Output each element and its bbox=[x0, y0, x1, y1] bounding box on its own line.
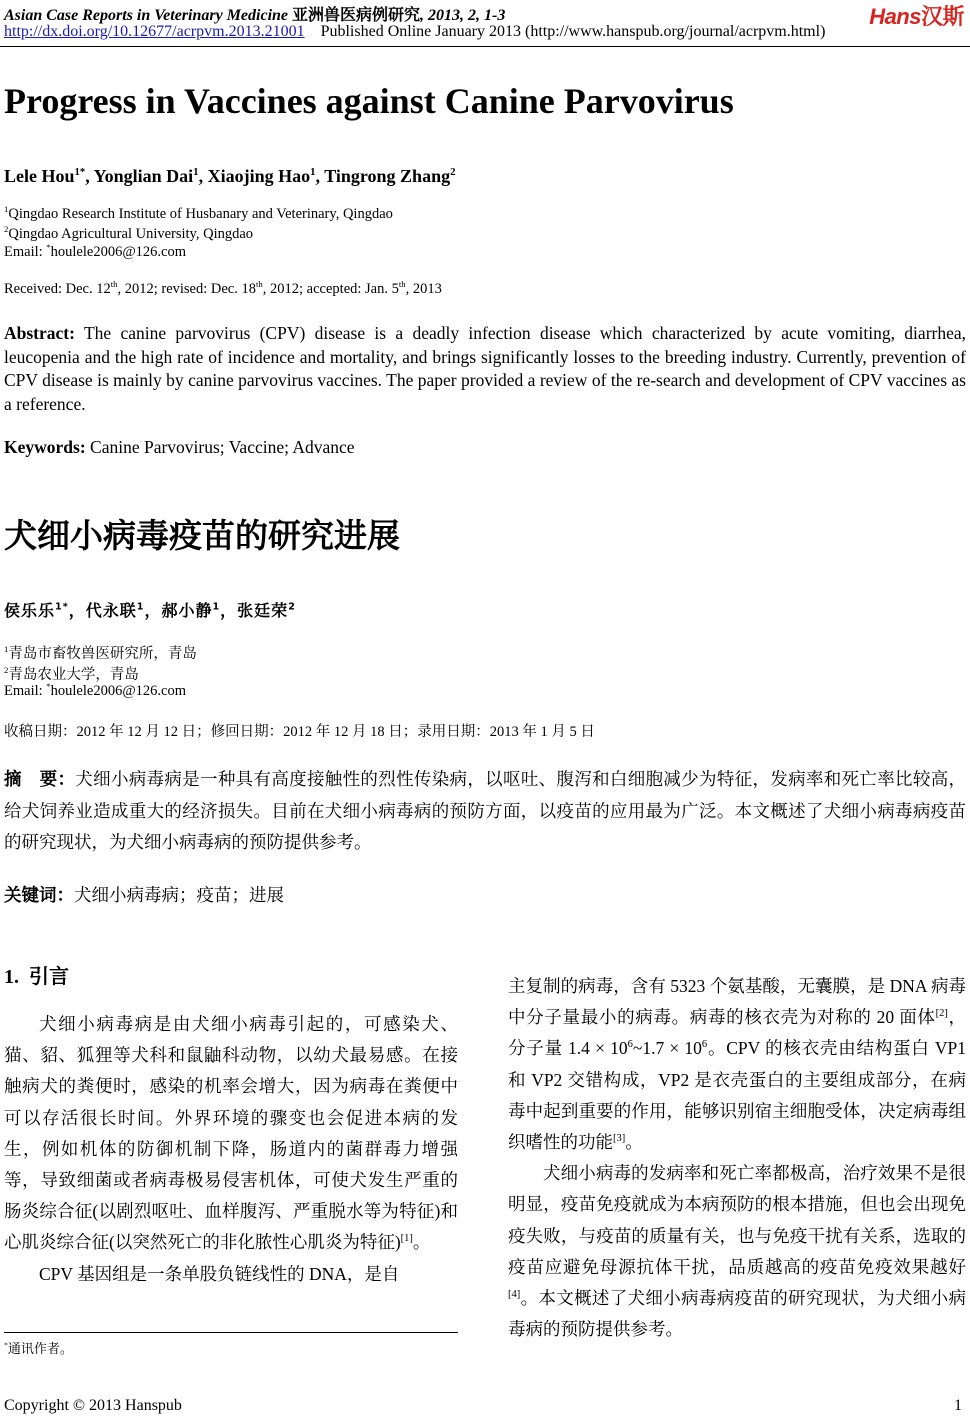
footnote-sup: * bbox=[4, 1340, 8, 1350]
revised-date: , 2012; revised: Dec. 18 bbox=[117, 281, 256, 297]
email-cn bbox=[4, 683, 186, 700]
logo-latin: Hans bbox=[869, 4, 921, 29]
hans-logo bbox=[869, 0, 964, 31]
footnote-rule bbox=[4, 1332, 458, 1333]
aff-sup: 2 bbox=[4, 665, 9, 676]
journal-header bbox=[4, 2, 505, 25]
citation-ref[interactable]: [1] bbox=[400, 1233, 413, 1245]
keywords-label: 关键词： bbox=[4, 886, 74, 906]
abstract-label: 摘 要： bbox=[4, 770, 76, 790]
keywords-en bbox=[4, 437, 355, 458]
paragraph-text: 。 bbox=[412, 1232, 431, 1253]
email-address[interactable]: houlele2006@126.com bbox=[50, 683, 187, 699]
abstract-label: Abstract: bbox=[4, 323, 75, 343]
author-name: Yonglian Dai bbox=[93, 166, 194, 186]
keywords-text: Canine Parvovirus; Vaccine; Advance bbox=[90, 437, 355, 457]
exponent: 6 bbox=[627, 1039, 633, 1051]
author-name: 代永联 bbox=[85, 601, 137, 620]
paragraph-text: ，分子量 1.4 × 10 bbox=[508, 1007, 967, 1059]
paper-title-en: Progress in Vaccines against Canine Parvovirus bbox=[4, 81, 734, 121]
aff-text: 青岛农业大学，青岛 bbox=[8, 667, 139, 683]
body-column-left bbox=[4, 1009, 458, 1290]
email-label: Email: bbox=[4, 683, 47, 699]
abstract-cn bbox=[4, 764, 966, 858]
author-name: 郝小静 bbox=[161, 601, 213, 620]
aff-sup: 1 bbox=[4, 204, 9, 215]
email-label: Email: bbox=[4, 244, 47, 260]
body-paragraph bbox=[508, 1158, 966, 1345]
author-name: 张廷荣 bbox=[237, 601, 289, 620]
paragraph-text: 。本文概述了犬细小病毒病疫苗的研究现状，为犬细小病毒病的预防提供参考。 bbox=[508, 1288, 966, 1340]
email-sup: * bbox=[46, 242, 51, 253]
author-sup: 1 bbox=[193, 166, 199, 178]
dates-cn: 收稿日期：2012 年 12 月 12 日；修回日期：2012 年 12 月 18 日；录用日期：2013 年 1 月 5 日 bbox=[4, 724, 595, 740]
doi-line bbox=[4, 23, 825, 41]
aff-text: Qingdao Agricultural University, Qingdao bbox=[8, 226, 254, 242]
author-sup: 2 bbox=[288, 601, 296, 613]
paragraph-text: 犬细小病毒的发病率和死亡率都极高，治疗效果不是很明显，疫苗免疫就成为本病预防的根本措施，但也会出现免疫失败，与疫苗的质量有关，也与免疫干扰有关系，选取的疫苗应避免母源抗体干扰，品质越高的疫苗免疫效果越好 bbox=[508, 1163, 966, 1277]
aff-text: Qingdao Research Institute of Husbanary and Veterinary, Qingdao bbox=[8, 206, 393, 222]
email-en bbox=[4, 244, 186, 261]
body-column-right bbox=[508, 971, 966, 1345]
aff-sup: 2 bbox=[4, 224, 9, 235]
accepted-year: , 2013 bbox=[405, 281, 442, 297]
section-heading bbox=[4, 960, 69, 989]
accepted-date: , 2012; accepted: Jan. 5 bbox=[262, 281, 399, 297]
paragraph-text: 主复制的病毒，含有 5323 个氨基酸，无囊膜，是 DNA 病毒中分子量最小的病毒。病毒的核衣壳为对称的 20 面体 bbox=[508, 976, 966, 1028]
author-sep: , bbox=[198, 166, 208, 186]
date-sup: th bbox=[256, 279, 263, 290]
affiliation-en-2 bbox=[4, 226, 253, 243]
doi-link[interactable]: http://dx.doi.org/10.12677/acrpvm.2013.21001 bbox=[4, 23, 305, 40]
email-address[interactable]: houlele2006@126.com bbox=[50, 244, 187, 260]
journal-name: Asian Case Reports in Veterinary Medicine bbox=[4, 7, 289, 24]
authors-en bbox=[4, 166, 456, 187]
body-paragraph bbox=[508, 971, 966, 1158]
author-name: 侯乐乐 bbox=[4, 601, 56, 620]
keywords-text: 犬细小病毒病；疫苗；进展 bbox=[74, 885, 284, 905]
paper-title-cn: 犬细小病毒疫苗的研究进展 bbox=[4, 516, 400, 555]
author-sep: ， bbox=[144, 601, 162, 620]
paragraph-text: 。 bbox=[625, 1132, 643, 1153]
author-sup: 1 bbox=[136, 601, 145, 613]
received-date: Received: Dec. 12 bbox=[4, 281, 111, 297]
aff-sup: 1 bbox=[4, 644, 9, 655]
journal-name-cn: 亚洲兽医病例研究 bbox=[292, 7, 421, 24]
aff-text: 青岛市畜牧兽医研究所，青岛 bbox=[8, 646, 197, 662]
keywords-label: Keywords: bbox=[4, 437, 86, 457]
paragraph-text: 犬细小病毒病是由犬细小病毒引起的，可感染犬、猫、貂、狐狸等犬科和鼠鼬科动物，以幼犬最易感。在接触病犬的粪便时，感染的机率会增大，因为病毒在粪便中可以存活很长时间。外界环境的骤变也会促进本病的发生，例如机体的防御机制下降，肠道内的菌群毒力增强等，导致细菌或者病毒极易侵害机体，可使犬发生严重的肠炎综合征(以剧烈呕吐、血样腹泻、严重脱水等为特征)和心肌炎综合征(以突然死亡的非化脓性心肌炎为特征) bbox=[4, 1014, 458, 1253]
footnote-text: 通讯作者。 bbox=[7, 1341, 73, 1356]
page-number: 1 bbox=[954, 1397, 962, 1414]
copyright: Copyright © 2013 Hanspub bbox=[4, 1397, 182, 1414]
author-sup: 1 bbox=[212, 601, 221, 613]
dates-en bbox=[4, 281, 442, 298]
affiliation-cn-2 bbox=[4, 663, 139, 684]
date-sup: th bbox=[110, 279, 118, 290]
abstract-en bbox=[4, 322, 966, 416]
author-sup: 1* bbox=[74, 166, 86, 178]
authors-cn bbox=[4, 598, 296, 621]
published-online: Published Online January 2013 (http://www.hanspub.org/journal/acrpvm.html) bbox=[320, 23, 826, 40]
author-sup: 1* bbox=[55, 601, 69, 613]
citation-ref[interactable]: [4] bbox=[508, 1289, 521, 1301]
author-name: Tingrong Zhang bbox=[324, 166, 451, 186]
section-title: 引言 bbox=[29, 964, 69, 988]
citation-ref[interactable]: [3] bbox=[613, 1133, 626, 1145]
affiliation-en-1 bbox=[4, 206, 393, 223]
exponent: 6 bbox=[701, 1039, 708, 1051]
journal-citation: , 2013, 2, 1-3 bbox=[420, 7, 506, 24]
author-sup: 1 bbox=[310, 166, 316, 178]
author-sep: , bbox=[85, 166, 94, 186]
header-rule bbox=[0, 46, 970, 47]
date-sup: th bbox=[398, 279, 406, 290]
body-paragraph bbox=[4, 1259, 458, 1290]
author-sup: 2 bbox=[450, 166, 456, 178]
logo-cn: 汉斯 bbox=[920, 4, 964, 29]
citation-ref[interactable]: [2] bbox=[935, 1008, 948, 1020]
author-name: Xiaojing Hao bbox=[207, 166, 311, 186]
paragraph-text: 。CPV 的核衣壳由结构蛋白 VP1 和 VP2 交错构成，VP2 是衣壳蛋白的主要组成部分，在病毒中起到重要的作用，能够识别宿主细胞受体，决定病毒组织嗜性的功能 bbox=[508, 1038, 966, 1153]
author-sep: , bbox=[315, 166, 325, 186]
author-sep: ， bbox=[68, 601, 86, 620]
abstract-text: The canine parvovirus (CPV) disease is a deadly infection disease which characterized by acute vomiting, diarrhea, leucopenia and the high rate of incidence and mortality, and brings significantly losses to the breeding industry. Currently, prevention of CPV disease is mainly by canine parvovirus vaccines. The paper provided a review of the re-search and development of CPV vaccines as a reference. bbox=[4, 323, 967, 414]
author-name: Lele Hou bbox=[4, 166, 75, 186]
paragraph-text: ~1.7 × 10 bbox=[632, 1038, 702, 1059]
body-paragraph bbox=[4, 1009, 458, 1259]
email-sup: * bbox=[46, 681, 51, 692]
author-sep: ， bbox=[220, 601, 238, 620]
paragraph-text: CPV 基因组是一条单股负链线性的 DNA，是自 bbox=[39, 1263, 400, 1284]
abstract-text: 犬细小病毒病是一种具有高度接触性的烈性传染病，以呕吐、腹泻和白细胞减少为特征，发病率和死亡率比较高，给犬饲养业造成重大的经济损失。目前在犬细小病毒病的预防方面，以疫苗的应用最为广泛。本文概述了犬细小病毒病疫苗的研究现状，为犬细小病毒病的预防提供参考。 bbox=[4, 769, 967, 852]
affiliation-cn-1 bbox=[4, 642, 197, 663]
keywords-cn bbox=[4, 882, 284, 907]
section-number: 1. bbox=[4, 966, 19, 988]
footnote bbox=[4, 1338, 73, 1357]
